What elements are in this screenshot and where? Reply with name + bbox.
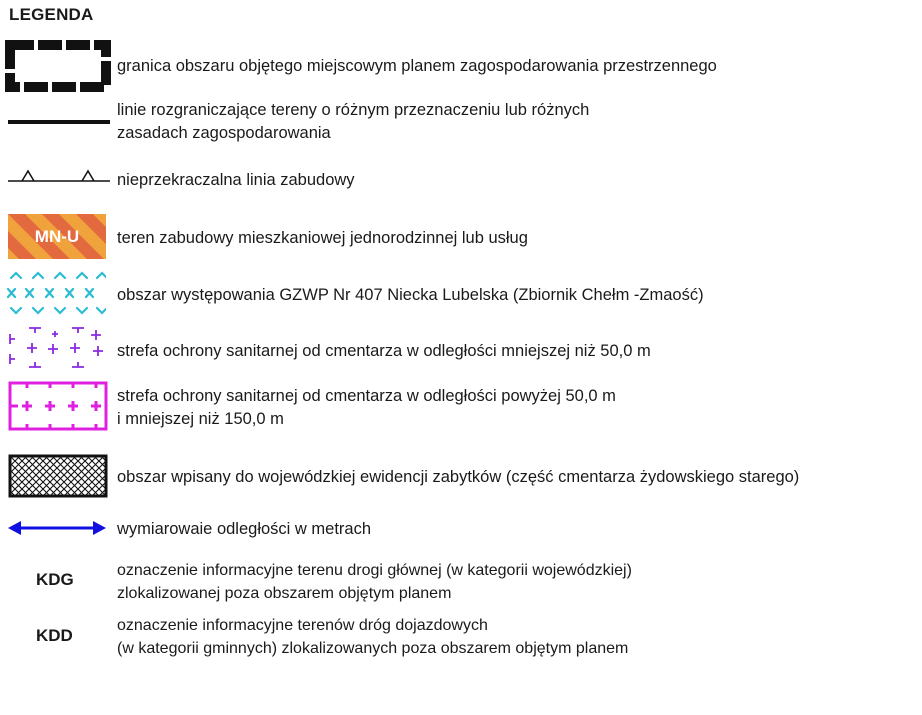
legend-line: nieprzekraczalna linia zabudowy [117, 171, 355, 189]
cemetery-zone-150-symbol [8, 381, 108, 431]
monument-hatch-symbol [8, 454, 108, 498]
mn-u-swatch [8, 214, 106, 259]
legend-line: zlokalizowanej poza obszarem objętym planem [117, 585, 452, 602]
kdg-code: KDG [36, 570, 74, 589]
legend-line: oznaczenie informacyjne terenu drogi głównej (w kategorii wojewódzkiej) [117, 562, 632, 579]
legend-line: wymiarowaie odległości w metrach [117, 520, 372, 538]
legend-line: strefa ochrony sanitarnej od cmentarza w odległości mniejszej niż 50,0 m [117, 342, 651, 360]
building-line-symbol [8, 166, 110, 186]
plan-boundary-symbol [5, 40, 111, 92]
legend-line: zasadach zagospodarowania [117, 124, 331, 142]
legend-line: obszar wpisany do wojewódzkiej ewidencji zabytków (część cmentarza żydowskiego starego) [117, 468, 800, 486]
legend-text-building-line [117, 169, 355, 192]
legend-line: (w kategorii gminnych) zlokalizowanych poza obszarem objętym planem [117, 640, 629, 657]
legend-text-dimension [117, 518, 371, 541]
legend-text-gzwp [117, 284, 704, 307]
legend-text-plan-boundary [117, 55, 717, 78]
legend-line: linie rozgraniczające tereny o różnym przeznaczeniu lub różnych [117, 101, 590, 119]
cemetery-zone-50-symbol [8, 326, 108, 370]
legend-line: obszar występowania GZWP Nr 407 Niecka Lubelska (Zbiornik Chełm -Zmaość) [117, 286, 704, 304]
dimension-arrow-symbol [8, 519, 106, 537]
legend-line: i mniejszej niż 150,0 m [117, 410, 284, 428]
legend-text-monument [117, 466, 799, 489]
gzwp-pattern-symbol [6, 270, 106, 318]
legend-line: granica obszaru objętego miejscowym planem zagospodarowania przestrzennego [117, 57, 717, 75]
kdd-code: KDD [36, 626, 73, 645]
legend-text-cemetery-50 [117, 340, 651, 363]
mn-u-label: MN-U [34, 227, 80, 246]
legend-line: oznaczenie informacyjne terenów dróg dojazdowych [117, 617, 488, 634]
dividing-line-symbol [8, 118, 110, 126]
legend-title: LEGENDA [9, 5, 94, 24]
legend-line: strefa ochrony sanitarnej od cmentarza w odległości powyżej 50,0 m [117, 387, 616, 405]
legend-text-mn-u [117, 227, 528, 250]
legend-line: teren zabudowy mieszkaniowej jednorodzinnej lub usług [117, 229, 528, 247]
legend-text-kdd [117, 614, 628, 660]
legend-text-kdg [117, 559, 632, 605]
legend-text-dividing-line [117, 99, 589, 145]
legend-text-cemetery-150 [117, 385, 616, 431]
